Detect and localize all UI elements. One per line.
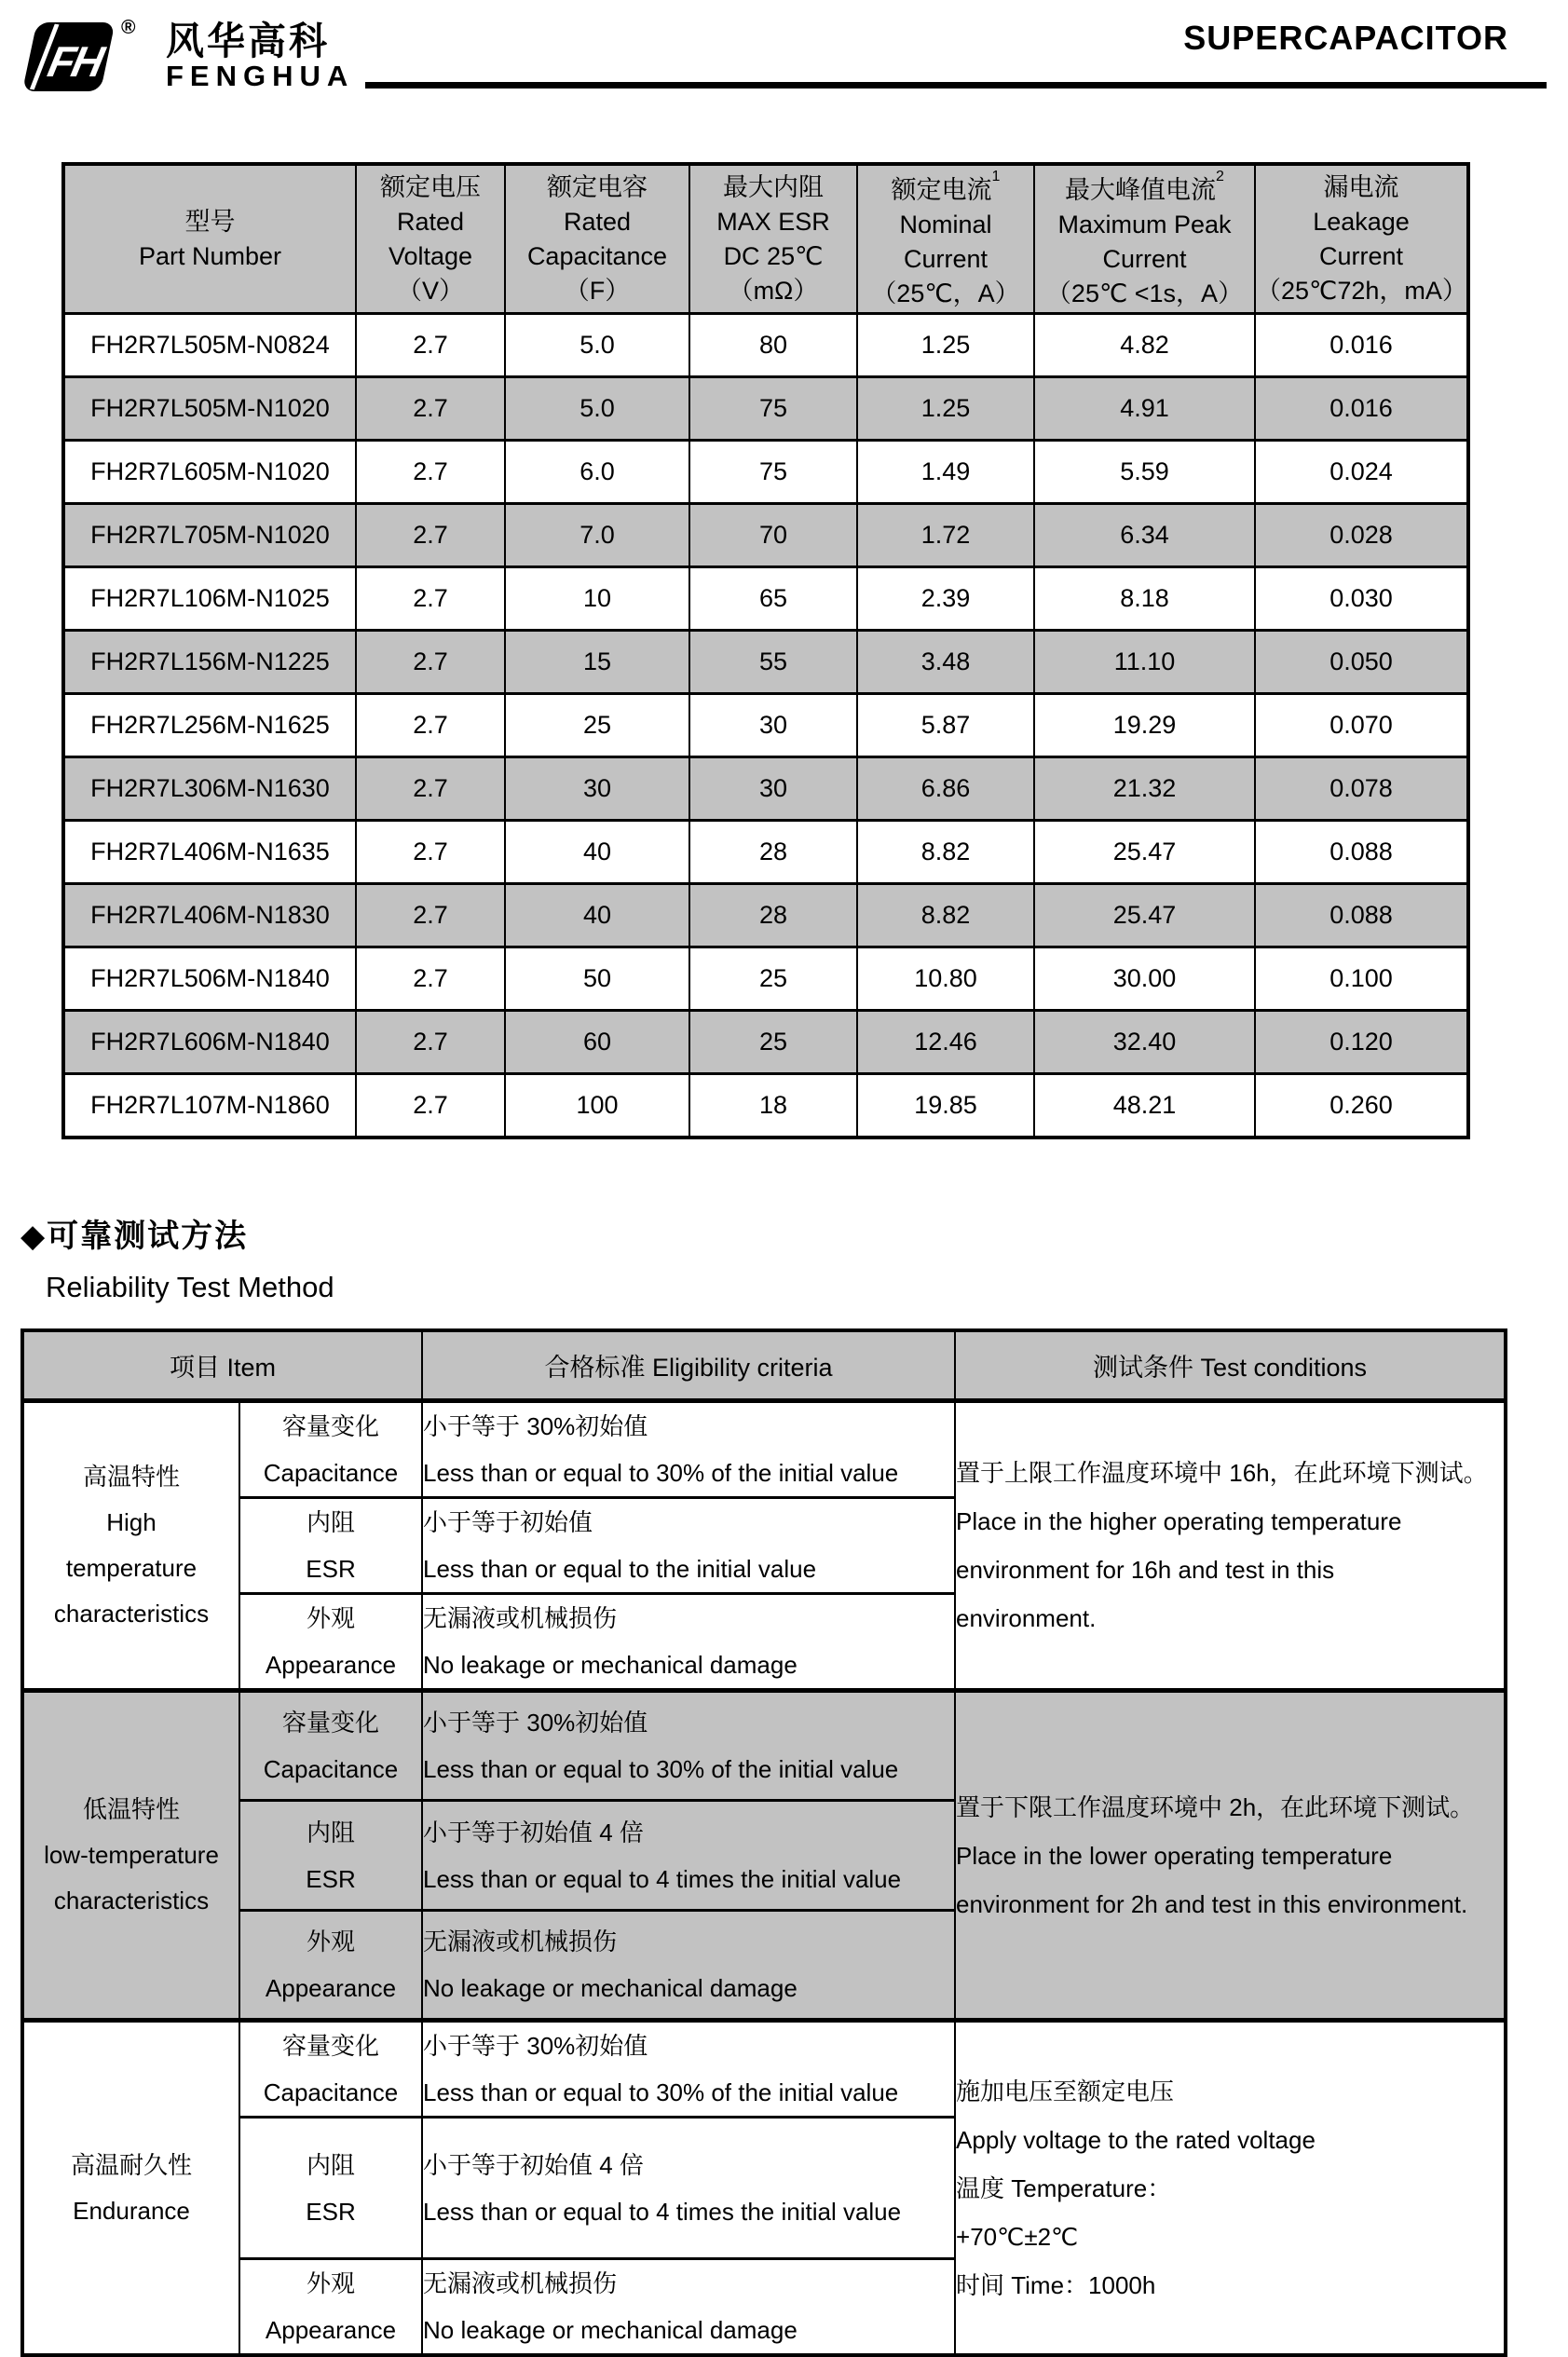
spec-value-cell: 4.91 (1034, 377, 1255, 441)
part-number-cell: FH2R7L505M-N1020 (63, 377, 356, 441)
spec-table (61, 162, 1470, 1139)
spec-value-cell: 4.82 (1034, 314, 1255, 377)
spec-value-cell: 0.070 (1255, 694, 1468, 757)
criteria-cell: 小于等于初始值 4 倍 Less than or equal to 4 times the initial value (422, 1801, 955, 1911)
spec-value-cell: 65 (689, 567, 857, 631)
spec-value-cell: 3.48 (857, 631, 1034, 694)
col-header-conditions: 测试条件 Test conditions (955, 1330, 1506, 1401)
spec-value-cell: 30.00 (1034, 947, 1255, 1011)
spec-value-cell: 11.10 (1034, 631, 1255, 694)
spec-table-row (63, 567, 1468, 631)
spec-value-cell: 28 (689, 821, 857, 884)
spec-value-cell: 5.87 (857, 694, 1034, 757)
spec-value-cell: 25 (505, 694, 689, 757)
spec-value-cell: 8.82 (857, 821, 1034, 884)
spec-value-cell: 5.0 (505, 377, 689, 441)
spec-value-cell: 6.86 (857, 757, 1034, 821)
spec-value-cell: 1.49 (857, 441, 1034, 504)
spec-value-cell: 18 (689, 1074, 857, 1138)
reliability-table (20, 1328, 1507, 2357)
spec-value-cell: 2.7 (356, 631, 505, 694)
section-title-zh: ◆可靠测试方法 (20, 1210, 1568, 1256)
test-conditions-cell: 施加电压至额定电压 Apply voltage to the rated voltage 温度 Temperature： +70℃±2℃ 时间 Time：1000h (955, 2021, 1506, 2356)
spec-value-cell: 12.46 (857, 1011, 1034, 1074)
spec-value-cell: 2.7 (356, 314, 505, 377)
part-number-cell: FH2R7L505M-N0824 (63, 314, 356, 377)
spec-col-header-4: 额定电流$^1$ Nominal Current （25℃，A） (857, 164, 1034, 314)
test-subitem-cell: 容量变化 Capacitance (239, 2021, 422, 2118)
test-subitem-cell: 内阻 ESR (239, 1498, 422, 1594)
test-item-group-cell: 高温耐久性 Endurance (22, 2021, 239, 2356)
fenghua-logo-icon (22, 20, 117, 93)
spec-table-row (63, 757, 1468, 821)
spec-value-cell: 25.47 (1034, 821, 1255, 884)
spec-value-cell: 1.25 (857, 314, 1034, 377)
spec-value-cell: 50 (505, 947, 689, 1011)
spec-value-cell: 21.32 (1034, 757, 1255, 821)
spec-col-header-6: 漏电流 Leakage Current （25℃72h，mA） (1255, 164, 1468, 314)
spec-value-cell: 5.0 (505, 314, 689, 377)
spec-value-cell: 0.024 (1255, 441, 1468, 504)
spec-value-cell: 75 (689, 377, 857, 441)
criteria-cell: 小于等于 30%初始值 Less than or equal to 30% of the initial value (422, 2021, 955, 2118)
page-title: SUPERCAPACITOR (1183, 19, 1508, 58)
test-conditions-cell: 置于下限工作温度环境中 2h，在此环境下测试。 Place in the lower operating temperature environment for 2h and test in this environment. (955, 1691, 1506, 2021)
spec-value-cell: 2.39 (857, 567, 1034, 631)
spec-value-cell: 8.82 (857, 884, 1034, 947)
spec-value-cell: 32.40 (1034, 1011, 1255, 1074)
test-subitem-cell: 外观 Appearance (239, 1594, 422, 1691)
spec-col-header-1: 额定电压 Rated Voltage （V） (356, 164, 505, 314)
test-subitem-cell: 容量变化 Capacitance (239, 1401, 422, 1498)
part-number-cell: FH2R7L506M-N1840 (63, 947, 356, 1011)
part-number-cell: FH2R7L406M-N1830 (63, 884, 356, 947)
spec-value-cell: 48.21 (1034, 1074, 1255, 1138)
test-item-group-cell: 低温特性 low-temperature characteristics (22, 1691, 239, 2021)
spec-value-cell: 30 (689, 757, 857, 821)
test-item-group-cell: 高温特性 High temperature characteristics (22, 1401, 239, 1691)
spec-value-cell: 19.85 (857, 1074, 1034, 1138)
spec-table-row (63, 441, 1468, 504)
spec-value-cell: 25 (689, 1011, 857, 1074)
col-header-criteria: 合格标准 Eligibility criteria (422, 1330, 955, 1401)
spec-value-cell: 2.7 (356, 757, 505, 821)
registered-trademark-mark: ® (121, 17, 135, 39)
spec-value-cell: 2.7 (356, 694, 505, 757)
spec-value-cell: 80 (689, 314, 857, 377)
criteria-cell: 无漏液或机械损伤 No leakage or mechanical damage (422, 1911, 955, 2021)
col-header-item: 项目 Item (22, 1330, 422, 1401)
spec-table-row (63, 631, 1468, 694)
test-subitem-cell: 容量变化 Capacitance (239, 1691, 422, 1801)
part-number-cell: FH2R7L107M-N1860 (63, 1074, 356, 1138)
spec-value-cell: 100 (505, 1074, 689, 1138)
section-title-en: Reliability Test Method (46, 1271, 1568, 1304)
spec-value-cell: 40 (505, 821, 689, 884)
spec-table-row (63, 694, 1468, 757)
part-number-cell: FH2R7L606M-N1840 (63, 1011, 356, 1074)
spec-table-row (63, 504, 1468, 567)
spec-table-row (63, 314, 1468, 377)
spec-value-cell: 2.7 (356, 1011, 505, 1074)
spec-value-cell: 0.016 (1255, 314, 1468, 377)
spec-value-cell: 1.72 (857, 504, 1034, 567)
spec-value-cell: 75 (689, 441, 857, 504)
part-number-cell: FH2R7L256M-N1625 (63, 694, 356, 757)
criteria-cell: 小于等于 30%初始值 Less than or equal to 30% of the initial value (422, 1401, 955, 1498)
spec-value-cell: 2.7 (356, 947, 505, 1011)
logo-text (166, 19, 354, 91)
spec-value-cell: 0.028 (1255, 504, 1468, 567)
fenghua-logo (22, 20, 117, 93)
spec-value-cell: 0.016 (1255, 377, 1468, 441)
spec-value-cell: 60 (505, 1011, 689, 1074)
spec-value-cell: 0.120 (1255, 1011, 1468, 1074)
spec-value-cell: 28 (689, 884, 857, 947)
page-header (0, 0, 1568, 97)
part-number-cell: FH2R7L106M-N1025 (63, 567, 356, 631)
spec-value-cell: 10.80 (857, 947, 1034, 1011)
criteria-cell: 无漏液或机械损伤 No leakage or mechanical damage (422, 2259, 955, 2356)
spec-value-cell: 0.100 (1255, 947, 1468, 1011)
logo-text-zh: 风华高科 (166, 20, 354, 61)
spec-table-row (63, 884, 1468, 947)
logo-text-en: FENGHUA (166, 61, 354, 91)
spec-value-cell: 2.7 (356, 567, 505, 631)
spec-value-cell: 1.25 (857, 377, 1034, 441)
section-heading (20, 1210, 1568, 1304)
spec-value-cell: 19.29 (1034, 694, 1255, 757)
part-number-cell: FH2R7L406M-N1635 (63, 821, 356, 884)
spec-value-cell: 15 (505, 631, 689, 694)
spec-col-header-3: 最大内阻 MAX ESR DC 25℃ （mΩ） (689, 164, 857, 314)
spec-value-cell: 0.088 (1255, 821, 1468, 884)
spec-value-cell: 30 (505, 757, 689, 821)
spec-value-cell: 25 (689, 947, 857, 1011)
spec-col-header-0: 型号 Part Number (63, 164, 356, 314)
spec-value-cell: 6.34 (1034, 504, 1255, 567)
spec-value-cell: 8.18 (1034, 567, 1255, 631)
spec-value-cell: 6.0 (505, 441, 689, 504)
spec-value-cell: 10 (505, 567, 689, 631)
spec-value-cell: 2.7 (356, 377, 505, 441)
criteria-cell: 小于等于初始值 4 倍 Less than or equal to 4 times the initial value (422, 2118, 955, 2259)
spec-table-row (63, 1011, 1468, 1074)
spec-value-cell: 2.7 (356, 441, 505, 504)
spec-table-row (63, 377, 1468, 441)
spec-col-header-2: 额定电容 Rated Capacitance （F） (505, 164, 689, 314)
part-number-cell: FH2R7L705M-N1020 (63, 504, 356, 567)
test-subitem-cell: 外观 Appearance (239, 2259, 422, 2356)
spec-value-cell: 0.050 (1255, 631, 1468, 694)
reliability-header-row (22, 1330, 1506, 1401)
spec-value-cell: 0.078 (1255, 757, 1468, 821)
spec-value-cell: 5.59 (1034, 441, 1255, 504)
spec-col-header-5: 最大峰值电流$^2$ Maximum Peak Current （25℃ <1s，A） (1034, 164, 1255, 314)
spec-value-cell: 25.47 (1034, 884, 1255, 947)
spec-value-cell: 2.7 (356, 504, 505, 567)
test-subitem-cell: 内阻 ESR (239, 2118, 422, 2259)
svg-text:FH: FH (44, 37, 110, 85)
criteria-cell: 小于等于初始值 Less than or equal to the initial value (422, 1498, 955, 1594)
spec-value-cell: 7.0 (505, 504, 689, 567)
spec-header-row (63, 164, 1468, 314)
spec-table-row (63, 1074, 1468, 1138)
test-subitem-cell: 内阻 ESR (239, 1801, 422, 1911)
part-number-cell: FH2R7L306M-N1630 (63, 757, 356, 821)
criteria-cell: 无漏液或机械损伤 No leakage or mechanical damage (422, 1594, 955, 1691)
spec-value-cell: 2.7 (356, 821, 505, 884)
spec-table-row (63, 947, 1468, 1011)
reliability-row (22, 2021, 1506, 2118)
spec-value-cell: 0.088 (1255, 884, 1468, 947)
spec-value-cell: 30 (689, 694, 857, 757)
test-subitem-cell: 外观 Appearance (239, 1911, 422, 2021)
reliability-row (22, 1691, 1506, 1801)
spec-value-cell: 55 (689, 631, 857, 694)
spec-value-cell: 70 (689, 504, 857, 567)
header-divider (365, 82, 1547, 89)
test-conditions-cell: 置于上限工作温度环境中 16h，在此环境下测试。 Place in the higher operating temperature environment for 16h and test in this environment. (955, 1401, 1506, 1691)
part-number-cell: FH2R7L156M-N1225 (63, 631, 356, 694)
reliability-row (22, 1401, 1506, 1498)
spec-value-cell: 0.030 (1255, 567, 1468, 631)
spec-value-cell: 40 (505, 884, 689, 947)
spec-table-row (63, 821, 1468, 884)
criteria-cell: 小于等于 30%初始值 Less than or equal to 30% of the initial value (422, 1691, 955, 1801)
spec-value-cell: 0.260 (1255, 1074, 1468, 1138)
part-number-cell: FH2R7L605M-N1020 (63, 441, 356, 504)
spec-value-cell: 2.7 (356, 1074, 505, 1138)
spec-value-cell: 2.7 (356, 884, 505, 947)
